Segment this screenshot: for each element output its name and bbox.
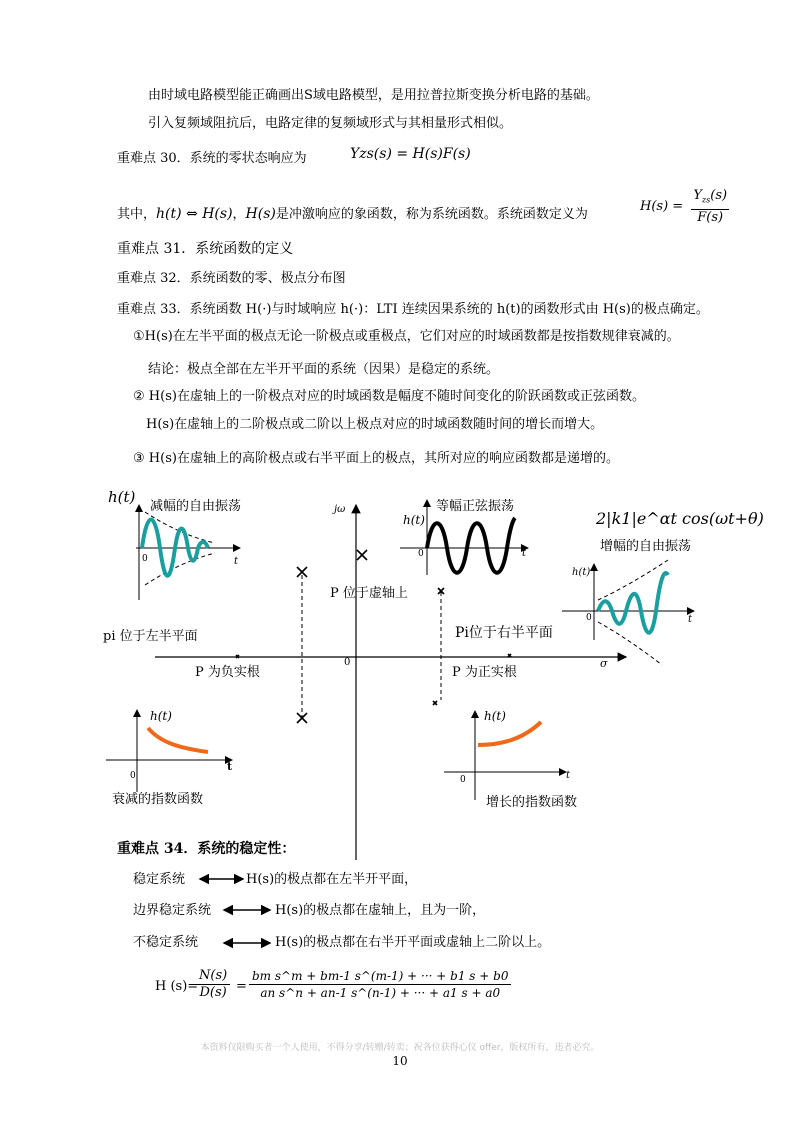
marginal-desc: H(s)的极点都在虚轴上，且为一阶，	[275, 903, 486, 918]
label-on-axis: P 位于虚轴上	[330, 586, 408, 601]
growing-exponential-plot	[444, 709, 577, 810]
label-neg-real: P 为负实根	[195, 665, 260, 680]
section-30-label: 重难点 30．系统的零状态响应为	[117, 151, 307, 166]
svg-text:t: t	[234, 556, 239, 567]
svg-text:h(t): h(t)	[572, 567, 591, 578]
unstable-desc: H(s)的极点都在右半开平面或虚轴上二阶以上。	[275, 935, 551, 950]
pole-jw-upper	[357, 550, 367, 560]
svg-text:0: 0	[460, 775, 466, 785]
svg-text:h(t): h(t)	[108, 488, 136, 506]
svg-text:0: 0	[586, 613, 592, 623]
label-left-half: pi 位于左半平面	[103, 629, 198, 644]
item-1: ①H(s)在左半平面的极点无论一阶极点或重极点，它们对应的时域函数都是按指数规律衰减的。	[133, 329, 680, 344]
hs-lhs: H (s)=	[155, 979, 199, 994]
svg-text:t: t	[227, 760, 233, 773]
constant-oscillation-plot	[400, 498, 528, 575]
stable-label: 稳定系统	[133, 872, 186, 887]
document-page: 由时域电路模型能正确画出S域电路模型，是用拉普拉斯变换分析电路的基础。 引入复频域阻抗后，电路定律的复频域形式与其相量形式相似。 重难点 30．系统的零状态响应为 Yzs(s) = H(s)F(s) H(s) = $Y_{zs}(s)$ F(s) 其中，h(t) ⇔ H(s)，H(s)是冲激响应的象函数，称为系统函数。系统函数定义为 重难点 31．系统函数的定义 重难点 32．系统函数的零、极点分布图 重难点 33．系统函数 H(·)与时域响应 h(·)：LTI 连续因果系统的 h(t)的函数形式由 H(s)的极点确定。 ①H(s)在左半平面的极点无论一阶极点或重极点，它们对应的时域函数都是按指数规律衰减的。 结论：极点全部在左半开平面的系统（因果）是稳定的系统。 ② H(s)在虚轴上的一阶极点对应的时域函数是幅度不随时间变化的阶跃函数或正弦函数。 H(s)在虚轴上的二阶极点或二阶以上极点对应的时域函数随时间的增长而增大。 ③ H(s)在虚轴上的高阶极点或右半平面上的极点，其所对应的响应函数都是递增的。 jω σ 0 P 位于虚轴上 pi 位于左半平面 Pi位于右半平面 P 为负实根 P 为正实根 h(t) 减幅的自由振荡 0 t h(t) 等幅正弦振荡 0 t 2|k1|e^αt cos(ωt+θ) 增幅的自由振荡 h(t) 0 t h(t) 0 t 衰减的指数函数 h(t) 0 t 增长的指数函数 重难点 34．系统的稳定性： 稳定系统 H(s)的极点都在左半开平面， 边界稳定系统 H(s)的极点都在虚轴上，且为一阶， 不稳定系统 H(s)的极点都在右半开平面或虚轴上二阶以上。 H (s)= N(s) D(s) = bm s^m + bm-1 s^(m-1) + ··· + b1 s + b0 an s^n + an-1 s^(n-1) + ··· + a1 s + a0 本资料仅限购买者一个人使用，不得分享/转赠/转卖；祝各位获得心仪 offer，版权所有，违者必究。 10	[0, 0, 800, 1132]
svg-text:h(t): h(t)	[484, 709, 506, 723]
growing-formula: 2|k1|e^αt cos(ωt+θ)	[596, 509, 764, 528]
decaying-exponential-plot	[106, 709, 233, 807]
svg-text:h(t): h(t)	[150, 709, 172, 723]
stable-row	[133, 872, 185, 888]
marginal-label: 边界稳定系统	[133, 903, 212, 918]
unstable-label: 不稳定系统	[133, 935, 199, 950]
sigma-label: σ	[600, 657, 608, 670]
page-number: 10	[392, 1054, 408, 1068]
label-right-half: Pi位于右半平面	[455, 625, 553, 641]
label-pos-real: P 为正实根	[452, 665, 517, 680]
zero-state-formula: Yzs(s) = H(s)F(s)	[350, 146, 471, 162]
svg-text:减幅的自由振荡: 减幅的自由振荡	[150, 499, 242, 514]
svg-text:0: 0	[142, 554, 148, 564]
item-3: ③ H(s)在虚轴上的高阶极点或右半平面上的极点，其所对应的响应函数都是递增的。	[133, 451, 619, 466]
section-33: 重难点 33．系统函数 H(·)与时域响应 h(·)：LTI 连续因果系统的 h(t)的函数形式由 H(s)的极点确定。	[117, 302, 709, 317]
svg-text:等幅正弦振荡: 等幅正弦振荡	[436, 499, 515, 514]
decay-curve	[148, 728, 208, 752]
footer-notice: 本资料仅限购买者一个人使用，不得分享/转赠/转卖；祝各位获得心仪 offer，版权所有，违者必究。	[200, 1043, 600, 1053]
growth-curve	[478, 722, 541, 745]
paragraph-s-domain: 由时域电路模型能正确画出S域电路模型，是用拉普拉斯变换分析电路的基础。	[148, 88, 599, 103]
conclusion: 结论：极点全部在左半开平面的系统（因果）是稳定的系统。	[148, 362, 500, 377]
svg-text:t: t	[688, 614, 693, 625]
damped-oscillation-plot	[108, 488, 241, 600]
pole-pos-real	[508, 654, 511, 657]
origin-zero: 0	[344, 657, 351, 668]
system-function-formula: H(s) = $Y_{zs}(s)$ F(s)	[640, 188, 728, 225]
constant-curve	[427, 518, 515, 573]
svg-text:t: t	[522, 548, 527, 559]
growing-oscillation-plot	[562, 509, 764, 665]
paragraph-impedance: 引入复频域阻抗后，电路定律的复频域形式与其相量形式相似。	[148, 116, 513, 131]
hs-fraction-2: bm s^m + bm-1 s^(m-1) + ··· + b1 s + b0 an s^n + an-1 s^(n-1) + ··· + a1 s + a0	[249, 968, 511, 1001]
growing-curve	[598, 573, 668, 633]
definition-line: 其中，h(t) ⇔ H(s)，H(s)是冲激响应的象函数，称为系统函数。系统函数定义为	[117, 206, 588, 222]
section-34: 重难点 34．系统的稳定性：	[117, 841, 296, 857]
svg-text:h(t): h(t)	[403, 513, 425, 527]
svg-text:衰减的指数函数: 衰减的指数函数	[112, 792, 204, 807]
jw-label: jω	[334, 504, 346, 515]
pole-neg-real	[236, 655, 239, 658]
item-2: ② H(s)在虚轴上的一阶极点对应的时域函数是幅度不随时间变化的阶跃函数或正弦函数。	[133, 389, 645, 404]
stable-desc: H(s)的极点都在左半开平面，	[246, 872, 418, 887]
svg-text:t: t	[566, 770, 571, 781]
hs-fraction-1: N(s) D(s)	[196, 968, 230, 1001]
svg-text:0: 0	[130, 771, 136, 781]
pole-left-lower	[297, 713, 307, 723]
section-32: 重难点 32．系统函数的零、极点分布图	[117, 271, 346, 286]
svg-text:0: 0	[418, 549, 424, 559]
pole-right-lower	[433, 701, 437, 705]
svg-text:增长的指数函数: 增长的指数函数	[486, 795, 578, 810]
svg-text:增幅的自由振荡: 增幅的自由振荡	[600, 539, 692, 554]
item-2b: H(s)在虚轴上的二阶极点或二阶以上极点对应的时域函数随时间的增长而增大。	[146, 417, 604, 432]
section-31: 重难点 31．系统函数的定义	[117, 241, 294, 257]
